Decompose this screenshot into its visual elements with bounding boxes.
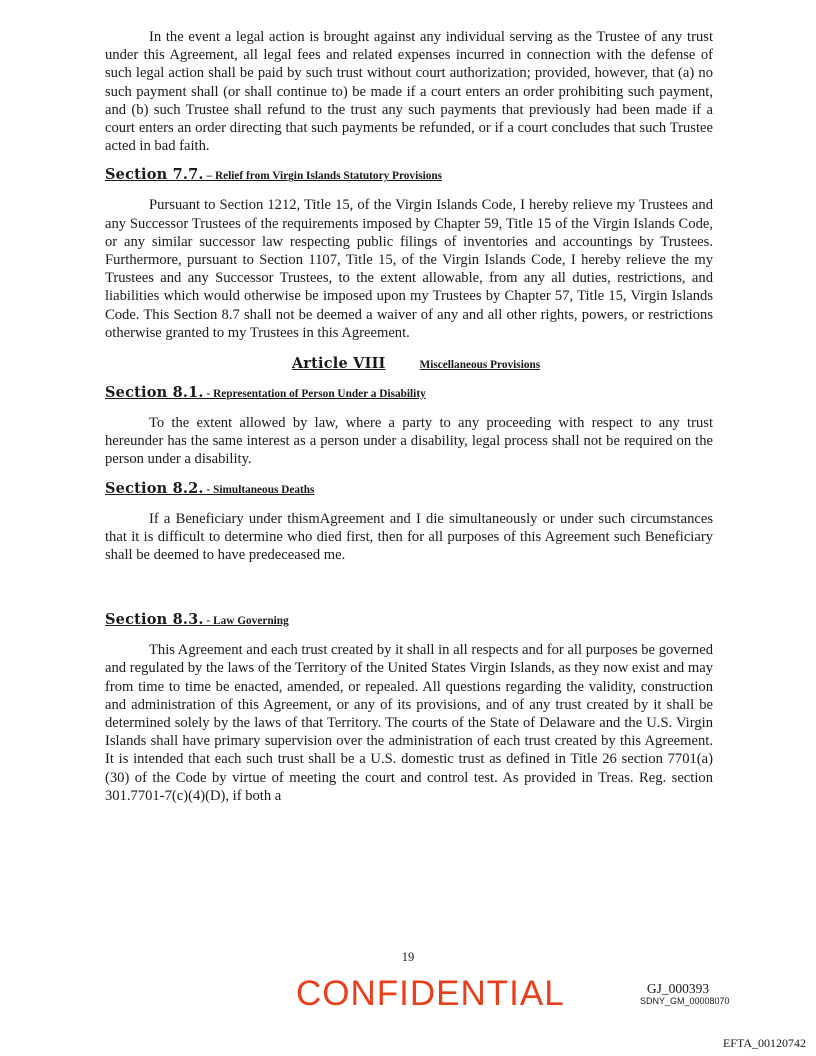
bates-gj: GJ_000393: [646, 981, 710, 996]
section-heading-8-1: [105, 383, 713, 404]
section-number: Section 8.1.: [105, 384, 204, 402]
section-8-1-text: To the extent allowed by law, where a party to any proceeding with respect to any trust hereunder has the same interest as a person under a disability, legal process shall not be required on the person under a disability.: [105, 415, 713, 468]
section-heading-8-2: [105, 479, 713, 500]
section-8-2-text: If a Beneficiary under thismAgreement and I die simultaneously or under such circumstances that it is difficult to determine who died first, then for all purposes of this Agreement such Beneficiary shall be deemed to have predeceased me.: [105, 510, 713, 564]
section-title: – Relief from Virgin Islands Statutory Provisions: [203, 170, 443, 183]
section-number: Section 7.7.: [105, 166, 204, 184]
page-number: 19: [401, 950, 415, 964]
section-heading-7-7: [105, 165, 713, 186]
section-8-3-text: This Agreement and each trust created by it shall in all respects and for all purposes be governed and regulated by the laws of the Territory of the United States Virgin Islands, as they now exist and may from time to time be enacted, amended, or repealed. All questions regarding the validity, construction and administration of this Agreement, or any of its provisions, and of any trust created by it shall be determined solely by the laws of that Territory. The courts of the State of Delaware and the U.S. Virgin Islands shall have primary supervision over the administration of each trust created by this Agreement. It is intended that each such trust shall be a U.S. domestic trust as defined in Title 26 section 7701(a)(30) of the Code by virtue of meeting the court and control test. As provided in Treas. Reg. section 301.7701-7(c)(4)(D), if both a: [105, 642, 713, 804]
efta-number: EFTA_00120742: [722, 1036, 806, 1050]
article-number: Article VIII: [291, 355, 386, 373]
article-heading-8: [105, 354, 713, 375]
section-number: Section 8.2.: [105, 479, 204, 497]
paragraph-legal-fees: In the event a legal action is brought against any individual serving as the Trustee of any trust under this Agreement, all legal fees and related expenses incurred in connection with the defense of such legal action shall be paid by such trust without court authorization; provided, however, that (a) no such payment shall (or shall continue to) be made if a court enters an order prohibiting such payment, and (b) such Trustee shall refund to the trust any such payments that previously had been made if a court enters an order directing that such payments be refunded, or if a court concludes that such Trustee acted in bad faith.: [105, 29, 713, 155]
section-title: - Law Governing: [203, 615, 289, 628]
section-number: Section 8.3.: [105, 611, 204, 629]
section-title: - Simultaneous Deaths: [203, 483, 315, 496]
article-title: Miscellaneous Provisions: [419, 359, 541, 372]
section-heading-8-3: [105, 610, 713, 631]
bates-sdny: SDNY_GM_00008070: [640, 996, 730, 1006]
confidential-stamp: CONFIDENTIAL: [296, 974, 565, 1013]
section-7-7-text: Pursuant to Section 1212, Title 15, of the Virgin Islands Code, I hereby relieve my Trustees and any Successor Trustees of the requirements imposed by Chapter 59, Title 15 of the Virgin Islands Code, or any similar successor law respecting public filings of inventories and accountings by Trustees. Furthermore, pursuant to Section 1107, Title 15, of the Virgin Islands Code, I hereby relieve the my Trustees and any Successor Trustees, to the extent allowable, from any all duties, restrictions, and liabilities which would otherwise be imposed upon my Trustees by Chapter 57, Title 15, Virgin Islands Code. This Section 8.7 shall not be deemed a waiver of any and all other rights, powers, or restrictions otherwise granted to my Trustees in this Agreement.: [105, 197, 713, 341]
document-body: [105, 28, 713, 805]
bates-stamp: [640, 981, 730, 1007]
section-title: - Representation of Person Under a Disability: [203, 388, 426, 401]
